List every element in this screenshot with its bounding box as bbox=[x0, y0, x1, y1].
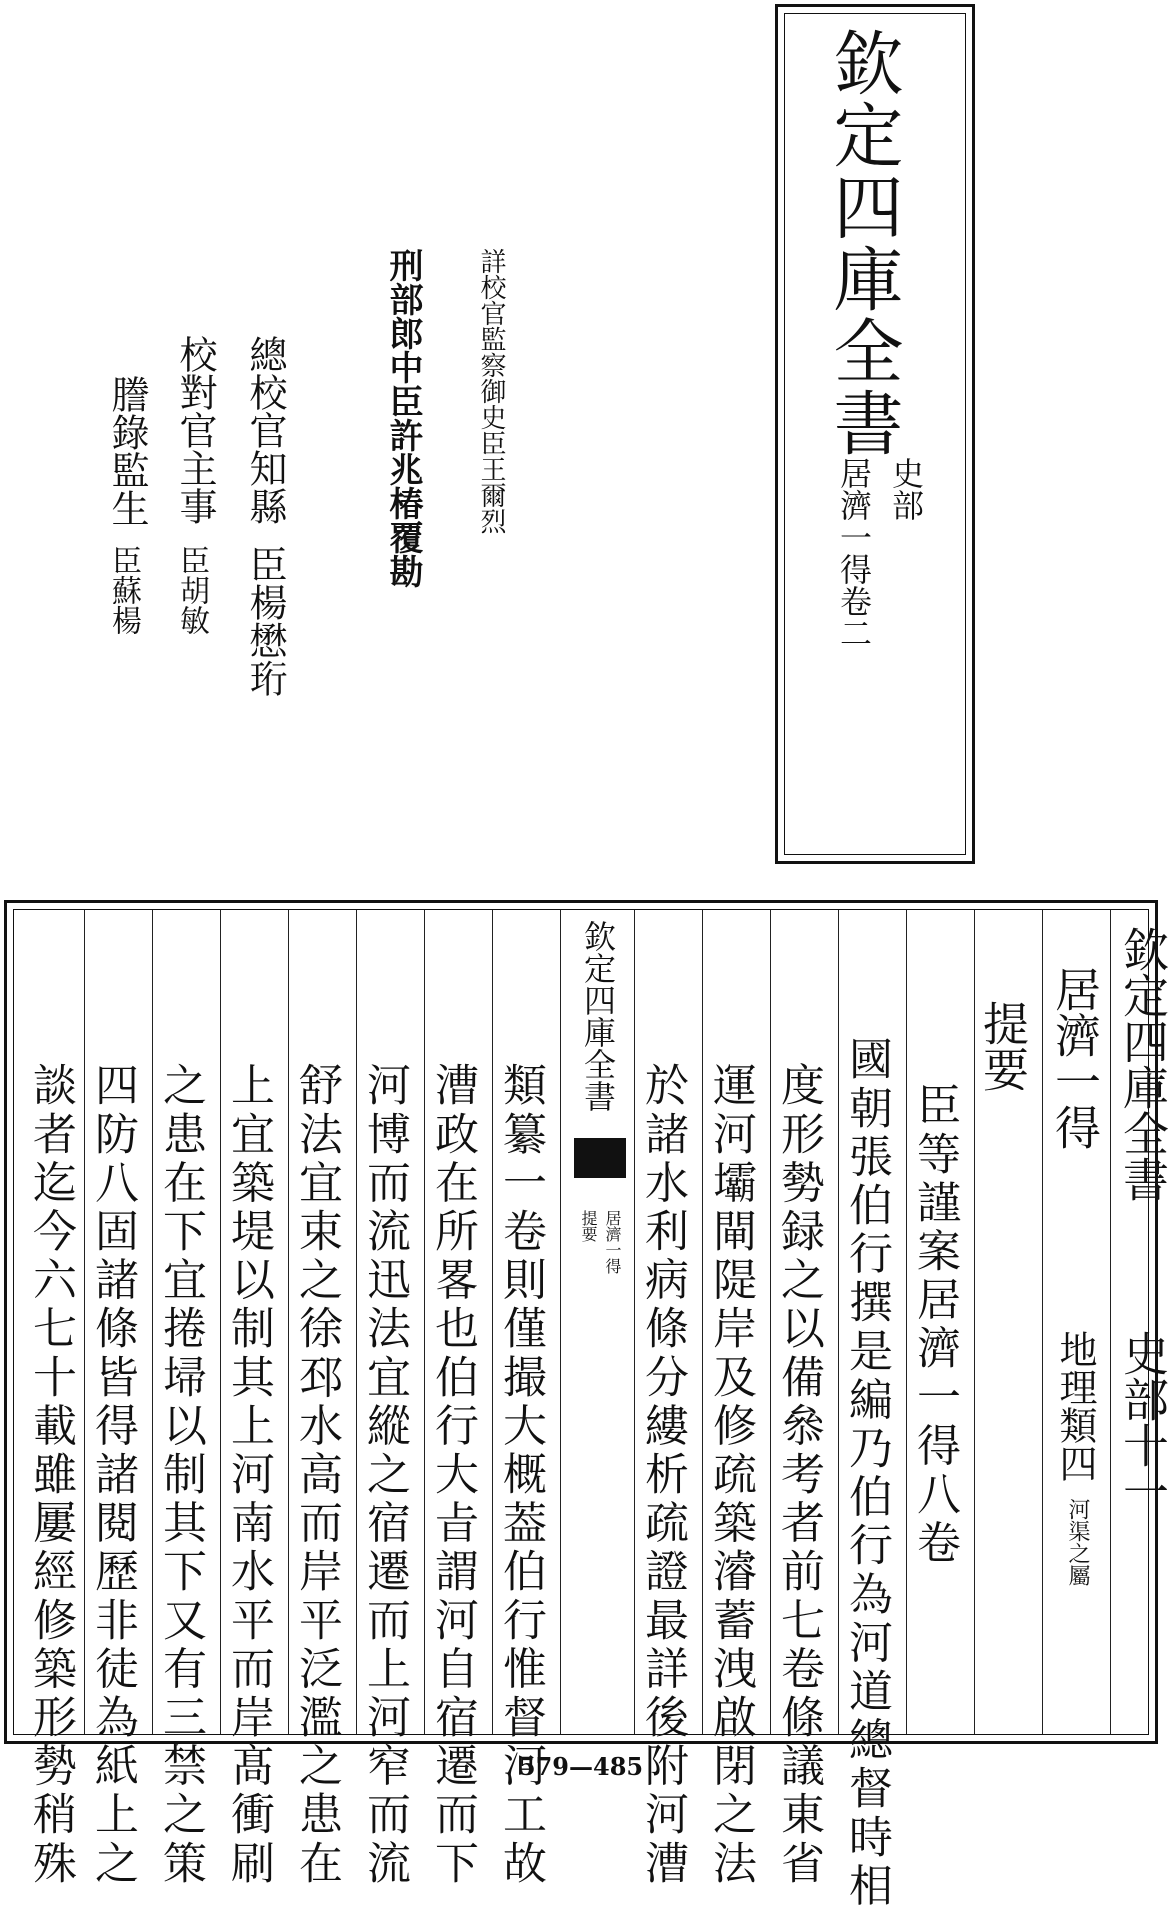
fishtail-mark bbox=[574, 1138, 626, 1178]
column-rule bbox=[702, 910, 703, 1734]
chief-proofreader-label: 總校官知縣 bbox=[243, 335, 287, 525]
margin-section: 提要 bbox=[579, 1210, 598, 1242]
text-column-10: 上宜築堤以制其上河南水平而岸髙衝刷 bbox=[223, 1062, 274, 1889]
column-rule bbox=[288, 910, 289, 1734]
text-column-12: 四防八固諸條皆得諸閱歷非徒為紙上之 bbox=[87, 1062, 138, 1889]
cover-frame bbox=[775, 4, 975, 864]
subcategory-label: 河渠之屬 bbox=[1065, 1498, 1090, 1586]
margin-title: 欽定四庫全書 bbox=[579, 920, 617, 1112]
text-column-6: 類纂一卷則僅撮大概葢伯行惟督河工故 bbox=[495, 1062, 546, 1889]
column-rule bbox=[974, 910, 975, 1734]
copyist-label: 謄錄監生 bbox=[105, 375, 149, 527]
column-rule bbox=[84, 910, 85, 1734]
page-header: 欽定四庫全書 bbox=[1116, 926, 1170, 1202]
text-column-13: 談者迄今六七十載雖屢經修築形勢稍殊 bbox=[25, 1062, 76, 1889]
reviewer: 刑部郎中臣許兆椿覆勘 bbox=[383, 248, 423, 588]
text-column-8: 河博而流迅法宜縱之宿遷而上河窄而流 bbox=[359, 1062, 410, 1889]
column-rule bbox=[1042, 910, 1043, 1734]
column-rule bbox=[634, 910, 635, 1734]
column-rule bbox=[560, 910, 561, 1734]
category-label: 地理類四 bbox=[1053, 1330, 1097, 1482]
text-column-5: 於諸水利病條分縷析疏證最詳後附河漕 bbox=[637, 1062, 688, 1889]
cover-volume: 居濟一得卷二 bbox=[835, 457, 873, 649]
text-column-1: 臣等謹案居濟一得八卷 bbox=[909, 1082, 960, 1568]
cover-division: 史部 bbox=[887, 457, 925, 521]
margin-book: 居濟一得 bbox=[603, 1210, 622, 1274]
column-rule bbox=[424, 910, 425, 1734]
column-rule bbox=[906, 910, 907, 1734]
column-rule bbox=[770, 910, 771, 1734]
column-rule bbox=[838, 910, 839, 1734]
text-column-3: 度形勢録之以備叅考者前七卷條議東省 bbox=[773, 1062, 824, 1889]
text-column-9: 舒法宜束之徐邳水高而岸平泛濫之患在 bbox=[291, 1062, 342, 1889]
column-rule bbox=[220, 910, 221, 1734]
text-column-7: 漕政在所畧也伯行大㫖謂河自宿遷而下 bbox=[427, 1062, 478, 1889]
cover-title: 欽定四庫全書 bbox=[822, 27, 904, 459]
proofreader-name: 臣胡敏 bbox=[174, 545, 209, 635]
chief-proofreader-name: 臣楊懋珩 bbox=[243, 545, 287, 697]
column-rule bbox=[356, 910, 357, 1734]
text-column-2: 國朝張伯行撰是編乃伯行為河道總督時相 bbox=[841, 1036, 892, 1911]
section-heading: 提要 bbox=[976, 1000, 1030, 1092]
column-rule bbox=[1110, 910, 1111, 1734]
division-label: 史部十一 bbox=[1116, 1330, 1170, 1514]
proofreader-detail: 詳校官監察御史臣王爾烈 bbox=[476, 248, 506, 534]
text-column-4: 運河壩閘隄岸及修疏築濬蓄洩啟閉之法 bbox=[705, 1062, 756, 1889]
proofreader-label: 校對官主事 bbox=[173, 335, 217, 525]
column-rule bbox=[492, 910, 493, 1734]
text-column-11: 之患在下宜捲埽以制其下又有三禁之策 bbox=[155, 1062, 206, 1889]
copyist-name: 臣蘇楊 bbox=[106, 545, 141, 635]
page-number: 579—485 bbox=[518, 1752, 644, 1781]
column-rule bbox=[152, 910, 153, 1734]
book-title: 居濟一得 bbox=[1048, 966, 1102, 1150]
